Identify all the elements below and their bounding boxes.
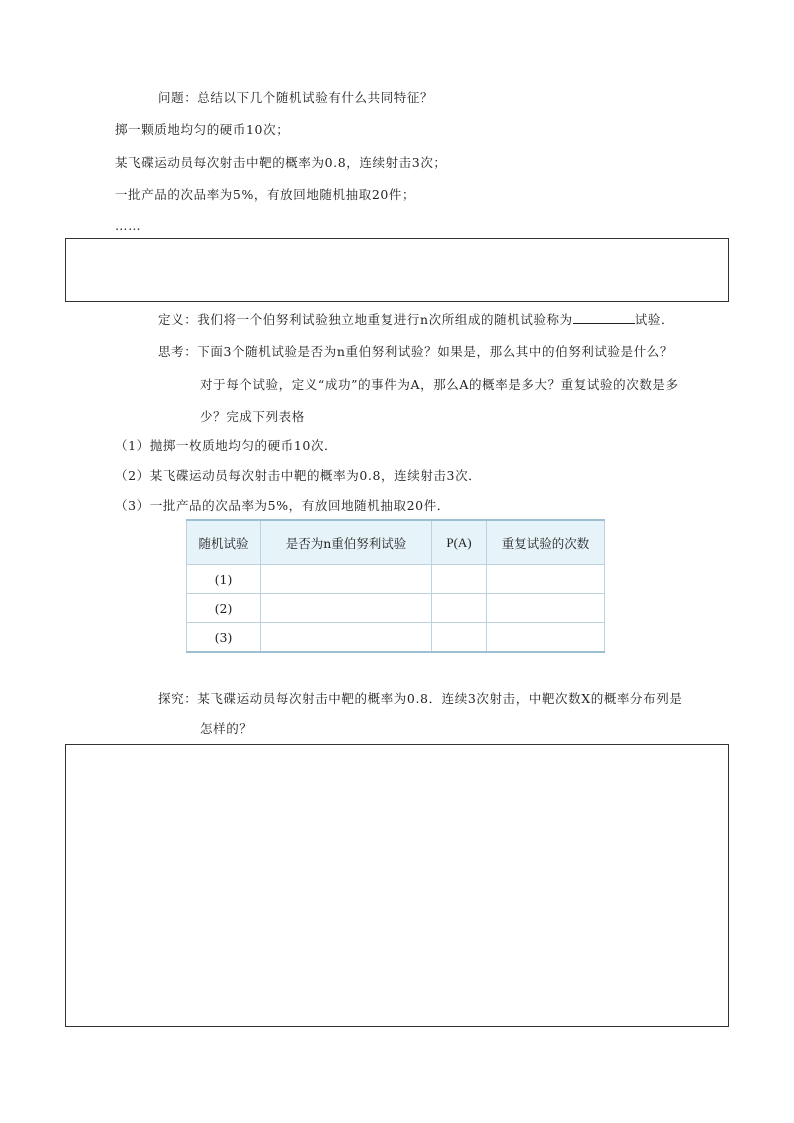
case-2: （2）某飞碟运动员每次射击中靶的概率为0.8，连续射击3次． [115,468,482,483]
header-probability: P(A) [432,520,487,565]
answer-cell[interactable] [487,623,605,653]
ellipsis: …… [115,218,142,233]
think-line-1: 思考：下面3个随机试验是否为n重伯努利试验？如果是，那么其中的伯努利试验是什么？ [158,344,674,359]
row-label: (2) [187,594,261,623]
explore-line-1: 探究：某飞碟运动员每次射击中靶的概率为0.8．连续3次射击，中靶次数X的概率分布列是 [158,691,683,706]
answer-box-2[interactable] [65,744,729,1027]
table-row [187,623,605,653]
bernoulli-table [186,519,605,653]
think-line-2: 对于每个试验，定义“成功”的事件为A，那么A的概率是多大？重复试验的次数是多 [200,377,679,392]
answer-cell[interactable] [487,565,605,594]
table-row [187,594,605,623]
think-line-3: 少？完成下列表格 [200,409,305,424]
case-3: （3）一批产品的次品率为5%，有放回地随机抽取20件． [115,498,450,513]
definition-suffix: 试验． [634,312,675,327]
header-random-trial: 随机试验 [187,520,261,565]
answer-cell[interactable] [432,594,487,623]
definition-blank[interactable] [573,311,635,324]
row-label: (1) [187,565,261,594]
answer-cell[interactable] [432,565,487,594]
row-label: (3) [187,623,261,653]
answer-cell[interactable] [261,594,432,623]
definition-line [158,311,674,329]
question-line: 问题：总结以下几个随机试验有什么共同特征？ [158,90,434,105]
example-item-2: 某飞碟运动员每次射击中靶的概率为0.8，连续射击3次； [115,155,447,170]
definition-prefix: 定义：我们将一个伯努利试验独立地重复进行n次所组成的随机试验称为 [158,312,573,327]
answer-cell[interactable] [487,594,605,623]
answer-cell[interactable] [261,623,432,653]
answer-box-1[interactable] [65,238,729,302]
answer-cell[interactable] [261,565,432,594]
header-repeat-count: 重复试验的次数 [487,520,605,565]
explore-line-2: 怎样的？ [200,721,253,736]
example-item-1: 掷一颗质地均匀的硬币10次； [115,122,290,137]
example-item-3: 一批产品的次品率为5%，有放回地随机抽取20件； [115,187,416,202]
case-1: （1）抛掷一枚质地均匀的硬币10次． [115,438,338,453]
table-row [187,565,605,594]
answer-cell[interactable] [432,623,487,653]
table-header-row [187,520,605,565]
header-is-bernoulli: 是否为n重伯努利试验 [261,520,432,565]
